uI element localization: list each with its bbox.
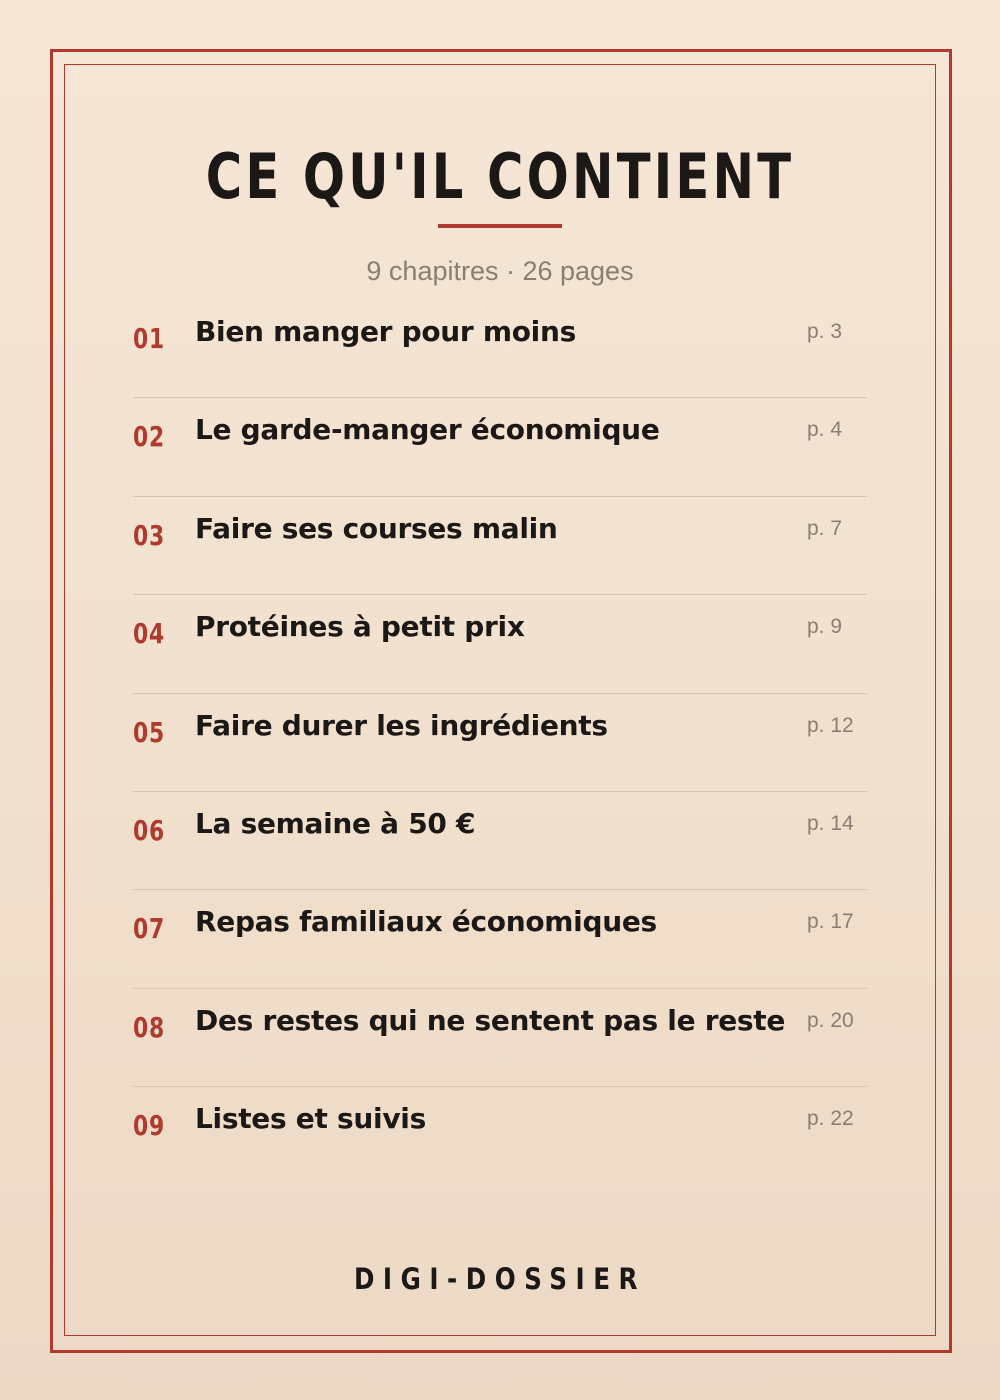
chapter-number: 01 (133, 322, 165, 355)
chapter-number: 02 (133, 420, 165, 454)
toc-item[interactable] (133, 694, 867, 792)
brand-footer: DIGI-DOSSIER (353, 1262, 647, 1296)
toc-item[interactable] (133, 398, 867, 496)
table-of-contents (133, 300, 867, 1186)
chapter-page: p. 14 (807, 811, 854, 835)
chapter-title: Listes et suivis (195, 1102, 426, 1136)
chapter-number: 04 (133, 617, 165, 651)
chapter-number: 08 (133, 1010, 165, 1044)
toc-item[interactable] (133, 792, 867, 890)
chapter-title: Repas familiaux économiques (195, 905, 657, 939)
chapter-page: p. 7 (807, 516, 843, 540)
chapter-title: Le garde-manger économique (195, 413, 660, 447)
page-subtitle: 9 chapitres · 26 pages (366, 256, 634, 286)
chapter-title: La semaine à 50 € (195, 806, 476, 840)
chapter-page: p. 12 (807, 713, 854, 737)
chapter-number: 03 (133, 518, 165, 552)
chapter-page: p. 17 (807, 910, 854, 934)
chapter-page: p. 3 (807, 320, 843, 343)
chapter-title: Bien manger pour moins (195, 315, 576, 348)
chapter-title: Faire ses courses malin (195, 511, 558, 545)
toc-item[interactable] (133, 300, 867, 398)
chapter-page: p. 9 (807, 615, 843, 639)
chapter-page: p. 22 (807, 1107, 854, 1131)
toc-item[interactable] (133, 890, 867, 988)
chapter-number: 05 (133, 715, 165, 749)
toc-item[interactable] (133, 1087, 867, 1185)
chapter-title: Faire durer les ingrédients (195, 708, 608, 742)
chapter-title: Protéines à petit prix (195, 610, 525, 644)
toc-item[interactable] (133, 989, 867, 1087)
chapter-page: p. 20 (807, 1008, 854, 1032)
chapter-number: 09 (133, 1109, 165, 1143)
title-underline (438, 224, 562, 228)
chapter-number: 06 (133, 813, 165, 847)
chapter-title: Des restes qui ne sentent pas le reste (195, 1003, 786, 1037)
page-title: CE QU'IL CONTIENT (205, 140, 795, 213)
toc-item[interactable] (133, 497, 867, 595)
chapter-page: p. 4 (807, 418, 843, 442)
toc-item[interactable] (133, 595, 867, 693)
chapter-number: 07 (133, 912, 165, 946)
